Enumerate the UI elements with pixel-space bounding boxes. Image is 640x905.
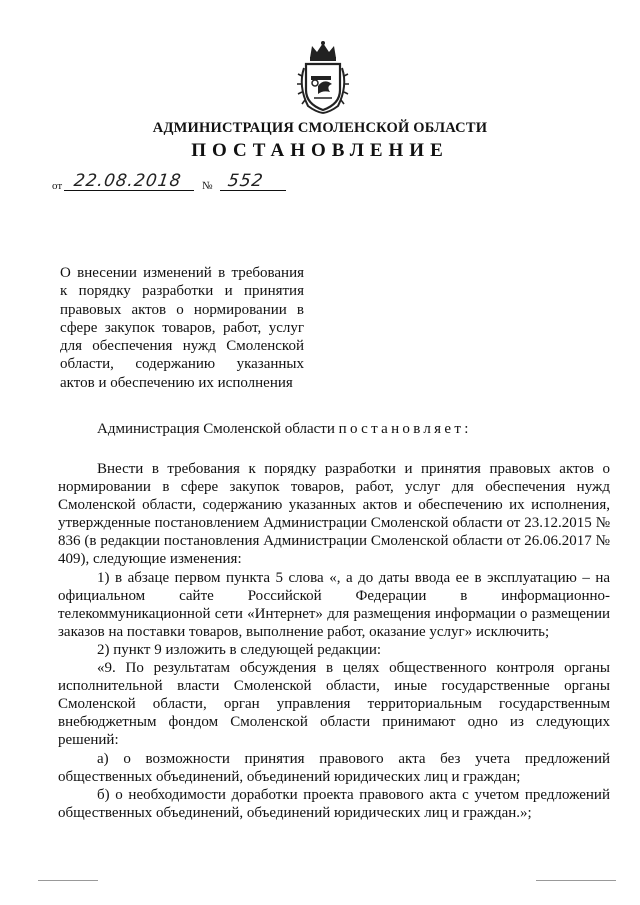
scan-edge-marks — [0, 880, 640, 890]
document-subject: О внесении изменений в требования к порядку разработки и принятия правовых актов о нормировании в сфере закупок товаров, работ, услуг для обеспечения нужд Смоленской области, содержанию указанных актов и обеспечению их исполнения — [60, 265, 304, 391]
date-number-line — [52, 173, 302, 195]
date-label: от — [52, 180, 63, 192]
body-paragraph: Внести в требования к порядку разработки и принятия правовых актов о нормировании в сфере закупок товаров, работ, услуг для обеспечения нужд Смоленской области, содержанию указанных актов и обеспечению их исполнения, утвержденные постановлением Администрации Смоленской области от 23.12.2015 № 836 (в редакции постановления Администрации Смоленской области от 26.06.2017 № 409), следующие изменения: — [58, 461, 610, 568]
preamble-resolves: постановляет: — [338, 421, 472, 437]
body-paragraph: 1) в абзаце первом пункта 5 слова «, а до даты ввода ее в эксплуатацию – на официальном сайте Российской Федерации в информационно-телекоммуникационной сети «Интернет» для размещения информации о размещении заказов на поставки товаров, выполнение работ, оказание услуг» исключить; — [58, 569, 610, 640]
document-type: ПОСТАНОВЛЕНИЕ — [191, 140, 449, 161]
body-paragraph: «9. По результатам обсуждения в целях общественного контроля органы исполнительной власти Смоленской области, иные государственные органы Смоленской области, орган управления территориальным государственным внебюджетным фондом Смоленской области принимают одно из следующих решений: — [58, 660, 610, 749]
body-paragraph: б) о необходимости доработки проекта правового акта с учетом предложений общественных объединений, объединений юридических лиц и граждан.»; — [58, 786, 610, 821]
number-label: № — [202, 180, 213, 192]
preamble — [97, 421, 472, 438]
date-value: 22.08.2018 — [72, 171, 183, 191]
document-body — [58, 460, 610, 822]
document-number: 552 — [226, 171, 265, 191]
body-paragraph: а) о возможности принятия правового акта без учета предложений общественных объединений, объединений юридических лиц и граждан; — [58, 750, 610, 785]
preamble-text: Администрация Смоленской области — [97, 421, 339, 437]
body-paragraph: 2) пункт 9 изложить в следующей редакции: — [97, 641, 382, 658]
organization-name: АДМИНИСТРАЦИЯ СМОЛЕНСКОЙ ОБЛАСТИ — [152, 120, 488, 136]
coat-of-arms-icon — [296, 40, 350, 116]
